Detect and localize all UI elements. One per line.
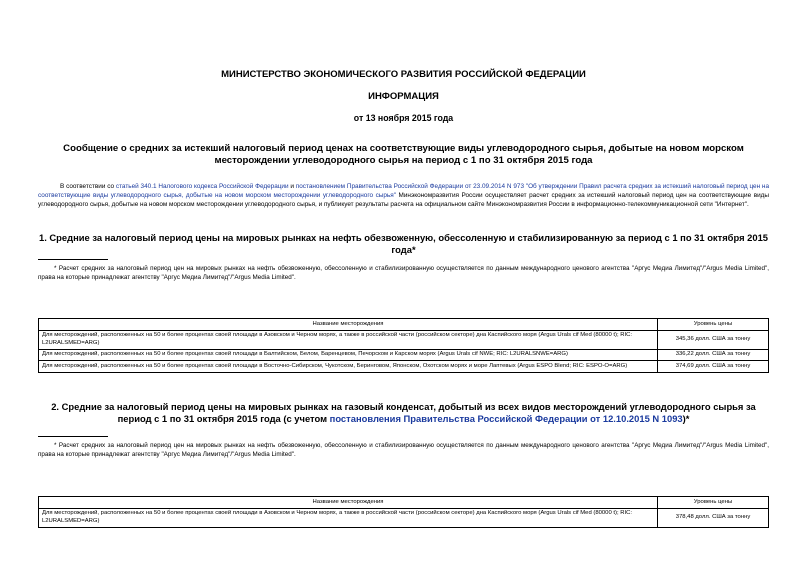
field-name-cell: Для месторождений, расположенных на 50 и более процентах своей площади в Балтийском, Белом, Баренцевом, Печорском и Карском морях (Argus Urals cif NWE; RIC: L2URALSNWE=ARG)	[39, 349, 658, 361]
section1-price-table	[38, 318, 769, 373]
section1-heading: 1. Средние за налоговый период цены на мировых рынках на нефть обезвоженную, обессоленную и стабилизированную за период с 1 по 31 октября 2015 года*	[38, 232, 768, 255]
price-cell: 378,48 долл. США за тонну	[658, 508, 769, 527]
field-name-cell: Для месторождений, расположенных на 50 и более процентах своей площади в Азовском и Черном морях, а также в российской части (российском секторе) дна Каспийского моря (Argus Urals cif Med (80000 t); RIC: L2URALSMED=ARG)	[39, 508, 658, 527]
price-cell: 345,36 долл. США за тонну	[658, 330, 769, 349]
intro-suffix: Минэкономразвития России осуществляет расчет средних за истекший налоговый период цен на соответствующие виды углеводородного сырья, добытые на новом морском месторождении углеводородного сырья, и публикует результаты расчета на официальном сайте Минэкономразвития России в информационно-телекоммуникационной сети "Интернет".	[38, 192, 769, 209]
column-header-name: Название месторождения	[39, 319, 658, 331]
section2-heading	[38, 401, 769, 425]
section1-footnote: * Расчет средних за налоговый период цен на мировых рынках на нефть обезвоженную, обессоленную и стабилизированную осуществляется по данным международного ценового агентства "Аргус Медиа Лимитед"/"Argus Media Limited", права на которые принадлежат агентству "Аргус Медиа Лимитед"/"Argus Media Limited".	[38, 265, 769, 282]
section2-price-table	[38, 496, 769, 528]
table-row	[39, 361, 769, 373]
table-header-row	[39, 319, 769, 331]
column-header-name: Название месторождения	[39, 497, 658, 509]
section2-footnote: * Расчет средних за налоговый период цен на мировых рынках на нефть обезвоженную, обессоленную и стабилизированную осуществляется по данным международного ценового агентства "Аргус Медиа Лимитед"/"Argus Media Limited", права на которые принадлежат агентству "Аргус Медиа Лимитед"/"Argus Media Limited".	[38, 442, 769, 459]
column-header-price: Уровень цены	[658, 497, 769, 509]
field-name-cell: Для месторождений, расположенных на 50 и более процентах своей площади в Азовском и Черном морях, а также в российской части (российском секторе) дна Каспийского моря (Argus Urals cif Med (80000 t); RIC: L2URALSMED=ARG)	[39, 330, 658, 349]
column-header-price: Уровень цены	[658, 319, 769, 331]
field-name-cell: Для месторождений, расположенных на 50 и более процентах своей площади в Восточно-Сибирском, Чукотском, Беринговом, Японском, Охотском морях и море Лаптевых (Argus ESPO Blend; RIC: ESPO-O=ARG)	[39, 361, 658, 373]
price-cell: 336,22 долл. США за тонну	[658, 349, 769, 361]
table-row	[39, 508, 769, 527]
footnote-divider	[38, 259, 108, 260]
document-date: от 13 ноября 2015 года	[353, 113, 454, 123]
price-cell: 374,69 долл. США за тонну	[658, 361, 769, 373]
table-header-row	[39, 497, 769, 509]
section2-heading-text: 2. Средние за налоговый период цены на мировых рынках на газовый конденсат, добытый из всех видов месторождений углеводородного сырья за период с 1 по 31 октября 2015 года (с учетом	[51, 401, 756, 424]
section2-heading-end: )*	[682, 413, 690, 424]
footnote-divider	[38, 436, 108, 437]
tax-code-link[interactable]: статьей 340.1 Налогового кодекса Российской Федерации	[115, 183, 289, 190]
document-type: ИНФОРМАЦИЯ	[368, 91, 439, 102]
intro-paragraph	[38, 182, 769, 210]
decree-1093-link[interactable]: постановления Правительства Российской Федерации от 12.10.2015 N 1093	[329, 413, 683, 424]
table-row	[39, 349, 769, 361]
document-title: Сообщение о средних за истекший налоговый период ценах на соответствующие виды углеводородного сырья, добытые на новом морском месторождении углеводородного сырья на период с 1 по 31 октября 2015 года	[63, 143, 744, 166]
government-decree-link[interactable]: постановлением Правительства Российской Федерации от 23.09.2014 N 973 "Об утверждении Правил расчета средних за истекший налоговый период цен на соответствующие виды углеводородного сырья, добытые на новом морском месторождении углеводородного сырья"	[38, 183, 770, 200]
table-row	[39, 330, 769, 349]
intro-prefix: В соответствии со	[60, 183, 116, 190]
ministry-name: МИНИСТЕРСТВО ЭКОНОМИЧЕСКОГО РАЗВИТИЯ РОССИЙСКОЙ ФЕДЕРАЦИИ	[221, 69, 586, 80]
intro-mid: и	[288, 183, 296, 190]
